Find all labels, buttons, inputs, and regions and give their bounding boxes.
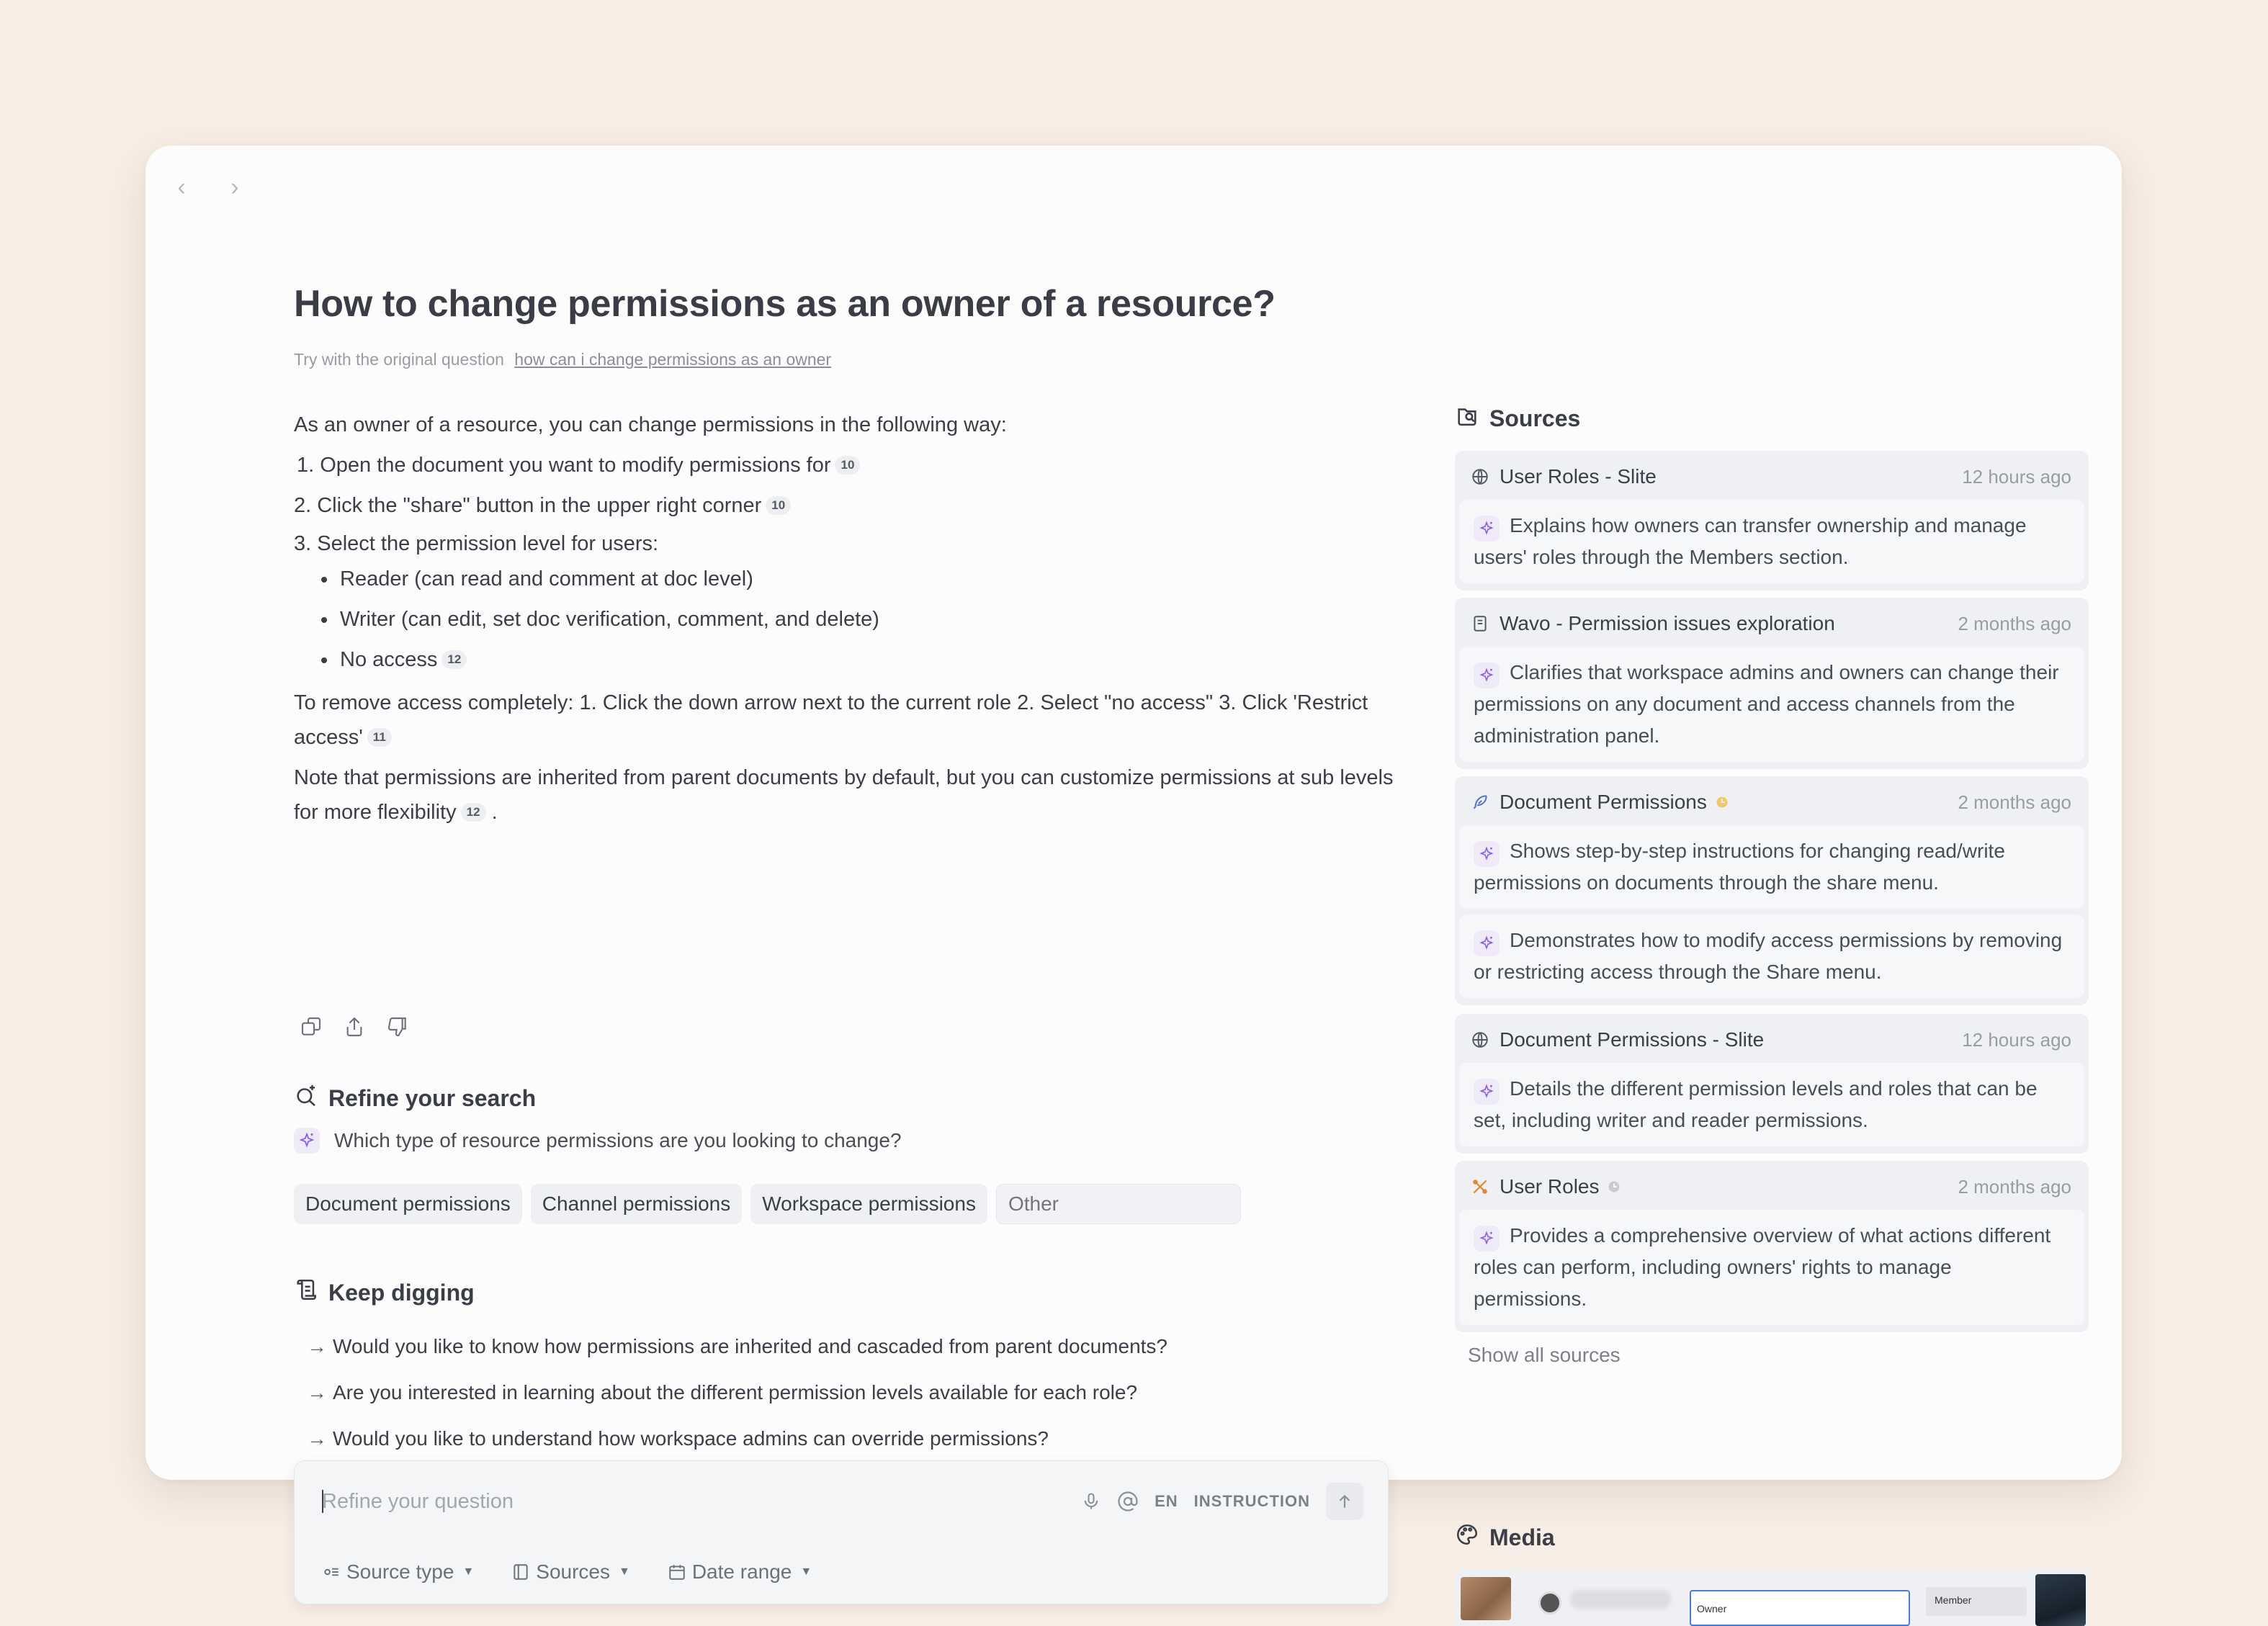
- list-item: Writer (can edit, set doc verification, comment, and delete): [318, 599, 1403, 639]
- clock-icon: [1608, 1180, 1621, 1193]
- search-filters: [322, 1560, 812, 1584]
- filter-label: Sources: [536, 1560, 610, 1583]
- doc-icon: [1471, 614, 1492, 633]
- chip-document-permissions[interactable]: Document permissions: [294, 1184, 522, 1224]
- answer-actions: [298, 1014, 411, 1040]
- source-time: 2 months ago: [1958, 1175, 2071, 1198]
- answer-step: 3. Select the permission level for users:: [294, 532, 659, 555]
- permission-level-list: [294, 559, 1403, 680]
- thumbs-down-icon[interactable]: [385, 1014, 411, 1040]
- sources-filter[interactable]: [511, 1560, 630, 1584]
- other-option-input[interactable]: [996, 1184, 1241, 1224]
- keep-digging-text: Keep digging: [328, 1279, 475, 1306]
- filter-label: Date range: [691, 1560, 792, 1583]
- language-selector[interactable]: EN: [1155, 1492, 1178, 1510]
- date-range-filter[interactable]: [668, 1560, 812, 1584]
- source-time: 2 months ago: [1958, 612, 2071, 634]
- send-arrow-icon[interactable]: [1326, 1483, 1363, 1520]
- media-heading: [1455, 1522, 1555, 1553]
- chevron-down-icon: ▼: [462, 1566, 475, 1578]
- keep-digging-heading: [294, 1277, 475, 1308]
- sparkle-icon: [1474, 662, 1500, 688]
- original-question-hint: [294, 350, 831, 369]
- app-window: [145, 145, 2122, 1614]
- media-thumbnail[interactable]: [1461, 1577, 1511, 1620]
- scroll-list-icon: [294, 1277, 318, 1308]
- source-time: 12 hours ago: [1962, 1028, 2071, 1051]
- snippet-text: Provides a comprehensive overview of what actions different roles can perform, including owners' rights to manage permissions.: [1474, 1224, 2051, 1310]
- source-title: User Roles - Slite: [1500, 465, 1657, 488]
- text-cursor: [322, 1490, 323, 1513]
- source-card[interactable]: [1455, 1161, 2089, 1332]
- follow-up-question[interactable]: [307, 1416, 1167, 1462]
- arrow-right-icon: →: [307, 1335, 327, 1357]
- source-header: [1459, 1168, 2084, 1205]
- media-heading-text: Media: [1489, 1524, 1555, 1550]
- step-text: 1. Open the document you want to modify permissions for: [297, 454, 831, 477]
- answer-step: [294, 485, 1403, 526]
- clarifying-question: [294, 1128, 902, 1154]
- calendar-icon: [668, 1563, 686, 1581]
- back-arrow-icon[interactable]: ‹: [177, 173, 186, 201]
- paragraph-text: To remove access completely: 1. Click the down arrow next to the current role 2. Select "no access" 3. Click 'Restrict access': [294, 691, 1368, 749]
- citation-badge[interactable]: 12: [442, 650, 467, 669]
- source-card[interactable]: [1455, 451, 2089, 590]
- sparkle-icon: [1474, 1079, 1500, 1105]
- snippet-text: Demonstrates how to modify access permissions by removing or restricting access through the Share menu.: [1474, 929, 2063, 983]
- question-composer: [294, 1460, 1389, 1604]
- share-icon[interactable]: [341, 1014, 367, 1040]
- search-sparkle-icon: [294, 1083, 318, 1113]
- avatar: [1538, 1591, 1561, 1614]
- follow-up-question[interactable]: [307, 1370, 1167, 1416]
- follow-up-text: Are you interested in learning about the different permission levels available for each role?: [333, 1381, 1138, 1403]
- inheritance-note-paragraph: [294, 760, 1403, 830]
- sparkle-icon: [1474, 1226, 1500, 1252]
- source-snippet: [1459, 1210, 2084, 1325]
- chevron-down-icon: ▼: [618, 1566, 630, 1578]
- original-question-link[interactable]: how can i change permissions as an owner: [514, 350, 832, 369]
- follow-up-question[interactable]: [307, 1324, 1167, 1370]
- source-card[interactable]: [1455, 598, 2089, 769]
- source-header: [1459, 1021, 2084, 1059]
- answer-step: [294, 445, 1403, 485]
- show-all-sources-link[interactable]: Show all sources: [1468, 1344, 1621, 1366]
- sparkle-icon: [294, 1128, 320, 1154]
- source-snippet: [1459, 825, 2084, 909]
- source-snippet: [1459, 915, 2084, 998]
- chip-workspace-permissions[interactable]: Workspace permissions: [750, 1184, 987, 1224]
- citation-badge[interactable]: 12: [461, 803, 486, 822]
- sources-icon: [1455, 403, 1479, 434]
- copy-icon[interactable]: [298, 1014, 324, 1040]
- snippet-text: Explains how owners can transfer ownership and manage users' roles through the Members section.: [1474, 514, 2027, 568]
- follow-up-text: Would you like to know how permissions are inherited and cascaded from parent documents?: [333, 1335, 1167, 1357]
- owner-field-preview: Owner: [1690, 1590, 1910, 1626]
- list-item-text: No access: [340, 648, 438, 671]
- chip-channel-permissions[interactable]: Channel permissions: [531, 1184, 742, 1224]
- source-time: 2 months ago: [1958, 791, 2071, 813]
- forward-arrow-icon[interactable]: ›: [230, 173, 239, 201]
- answer-body: [294, 408, 1403, 830]
- feather-icon: [1471, 793, 1492, 812]
- follow-up-list: [307, 1324, 1167, 1462]
- source-time: 12 hours ago: [1962, 465, 2071, 488]
- source-card[interactable]: [1455, 1014, 2089, 1154]
- book-icon: [511, 1563, 530, 1581]
- paragraph-text: Note that permissions are inherited from parent documents by default, but you can customize permissions at sub levels for more flexibility: [294, 766, 1394, 824]
- sources-heading: [1455, 403, 1580, 434]
- refine-options: [294, 1184, 1241, 1224]
- sparkle-icon: [1474, 516, 1500, 542]
- step-text: 2. Click the "share" button in the upper right corner: [294, 494, 762, 517]
- citation-badge[interactable]: 11: [367, 728, 392, 747]
- microphone-icon[interactable]: [1081, 1486, 1101, 1517]
- snippet-text: Details the different permission levels and roles that can be set, including writer and reader permissions.: [1474, 1077, 2038, 1131]
- refine-heading-text: Refine your search: [328, 1084, 537, 1111]
- citation-badge[interactable]: 10: [835, 456, 860, 475]
- globe-icon: [1471, 467, 1492, 486]
- source-title: Wavo - Permission issues exploration: [1500, 612, 1835, 634]
- original-question-prefix: Try with the original question: [294, 350, 504, 369]
- source-header: [1459, 458, 2084, 495]
- media-strip[interactable]: [1455, 1568, 2089, 1626]
- composer-tools: [1081, 1483, 1363, 1520]
- paragraph-end: .: [491, 801, 498, 824]
- app-icon: [1471, 1177, 1492, 1196]
- source-snippet: [1459, 500, 2084, 583]
- instruction-mode-button[interactable]: INSTRUCTION: [1193, 1492, 1310, 1510]
- answer-intro: As an owner of a resource, you can change permissions in the following way:: [294, 413, 1007, 436]
- source-snippet: [1459, 1063, 2084, 1146]
- follow-up-text: Would you like to understand how workspace admins can override permissions?: [333, 1427, 1049, 1450]
- remove-access-paragraph: [294, 686, 1403, 755]
- palette-icon: [1455, 1522, 1479, 1553]
- mention-icon[interactable]: [1117, 1486, 1139, 1517]
- chevron-down-icon: ▼: [800, 1566, 812, 1578]
- refine-section-heading: [294, 1083, 536, 1113]
- clarifying-question-text: Which type of resource permissions are you looking to change?: [334, 1129, 902, 1151]
- source-header: [1459, 783, 2084, 821]
- source-type-icon: [322, 1563, 341, 1581]
- source-title: User Roles: [1500, 1175, 1600, 1198]
- page-title: How to change permissions as an owner of a resource?: [294, 283, 1276, 325]
- globe-icon: [1471, 1030, 1492, 1049]
- clock-icon: [1716, 796, 1729, 809]
- refine-question-input[interactable]: [322, 1484, 1013, 1519]
- sparkle-icon: [1474, 930, 1500, 956]
- source-title: Document Permissions: [1500, 791, 1707, 813]
- source-header: [1459, 605, 2084, 642]
- snippet-text: Shows step-by-step instructions for changing read/write permissions on documents through the share menu.: [1474, 840, 2005, 894]
- source-type-filter[interactable]: [322, 1560, 474, 1584]
- list-item: [318, 639, 1403, 680]
- blurred-name: [1570, 1590, 1671, 1609]
- source-card[interactable]: [1455, 776, 2089, 1005]
- source-title: Document Permissions - Slite: [1500, 1028, 1765, 1051]
- sources-heading-text: Sources: [1489, 405, 1581, 431]
- list-item: Reader (can read and comment at doc level): [318, 559, 1403, 599]
- arrow-right-icon: →: [307, 1381, 327, 1403]
- citation-badge[interactable]: 10: [766, 496, 791, 515]
- filter-label: Source type: [346, 1560, 454, 1583]
- media-thumbnail[interactable]: [2035, 1574, 2086, 1626]
- sparkle-icon: [1474, 841, 1500, 867]
- arrow-right-icon: →: [307, 1427, 327, 1450]
- source-snippet: [1459, 647, 2084, 762]
- snippet-text: Clarifies that workspace admins and owners can change their permissions on any document and access channels from the administration panel.: [1474, 661, 2059, 747]
- member-dropdown-preview: Member: [1926, 1587, 2027, 1616]
